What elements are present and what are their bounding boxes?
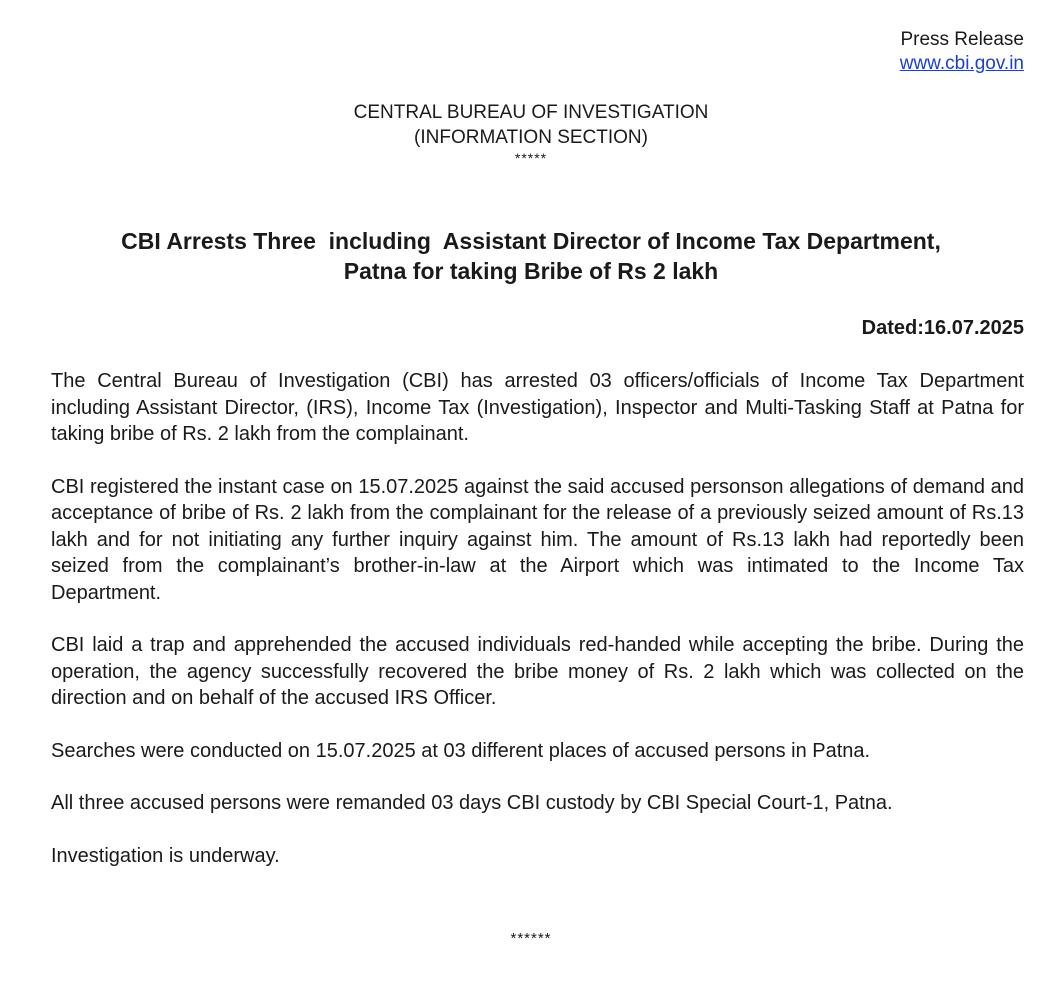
press-release-label: Press Release bbox=[900, 29, 1024, 50]
paragraph-case: CBI registered the instant case on 15.07.2025 against the said accused personson allegations of demand and acceptance of bribe of Rs. 2 lakh from the complainant for the release of a previously seized amount of Rs.13 lakh and for not initiating any further inquiry against him. The amount of Rs.13 lakh had reportedly been seized from the complainant’s brother-in-law at the Airport which was intimated to the Income Tax Department. bbox=[51, 475, 1024, 604]
website-link[interactable]: www.cbi.gov.in bbox=[899, 53, 1024, 74]
release-date: Dated:16.07.2025 bbox=[861, 317, 1024, 339]
paragraph-arrest: The Central Bureau of Investigation (CBI) has arrested 03 officers/officials of Income Tax Department including Assistant Director, (IRS), Income Tax (Investigation), Inspector and Multi-Tasking Staff at Patna for taking bribe of Rs. 2 lakh from the complainant. bbox=[51, 370, 1024, 445]
paragraph-custody: All three accused persons were remanded 03 days CBI custody by CBI Special Court-1, Patna. bbox=[51, 792, 893, 814]
paragraph-searches: Searches were conducted on 15.07.2025 at 03 different places of accused persons in Patna. bbox=[51, 739, 871, 762]
paragraph-investigation: Investigation is underway. bbox=[51, 844, 280, 867]
organization-section: (INFORMATION SECTION) bbox=[414, 127, 648, 148]
headline-line-2: Patna for taking Bribe of Rs 2 lakh bbox=[343, 258, 719, 284]
headline bbox=[40, 226, 1022, 286]
release-body bbox=[51, 368, 1024, 895]
press-release-header bbox=[900, 28, 1024, 76]
header-separator: ***** bbox=[514, 150, 548, 166]
organization-block bbox=[0, 100, 1062, 166]
headline-line-1: CBI Arrests Three including Assistant Director of Income Tax Department, bbox=[121, 228, 941, 254]
organization-name: CENTRAL BUREAU OF INVESTIGATION bbox=[353, 102, 709, 123]
paragraph-trap: CBI laid a trap and apprehended the accused individuals red-handed while accepting the bribe. During the operation, the agency successfully recovered the bribe money of Rs. 2 lakh which was collected on the direction and on behalf of the accused IRS Officer. bbox=[51, 634, 1024, 709]
end-separator: ****** bbox=[510, 930, 552, 947]
